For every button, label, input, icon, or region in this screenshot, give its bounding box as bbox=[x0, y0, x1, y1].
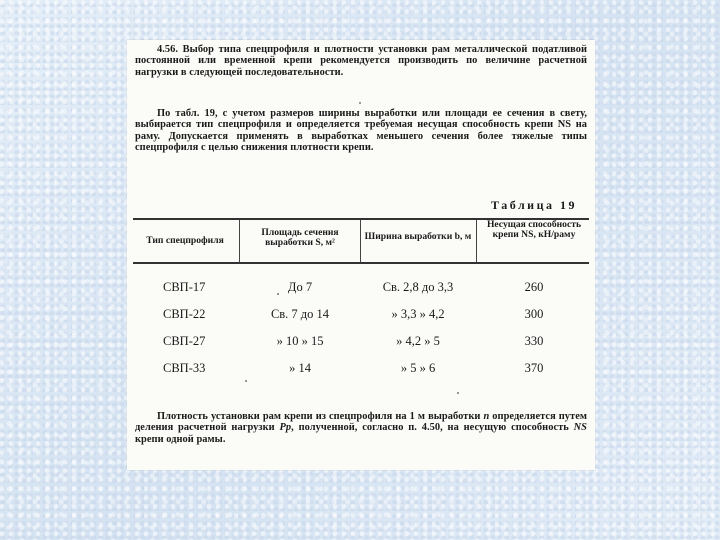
cell-type: СВП-33 bbox=[163, 361, 206, 375]
cell-width: Св. 2,8 до 3,3 bbox=[382, 280, 454, 294]
paragraph-intro bbox=[135, 44, 587, 78]
paragraph-intro-text: Выбор типа спецпрофиля и плотности установки рам металлической податливой постоянной или временной крепи рекомендуется производить по величине расчетной нагрузки в следующей последовательности. bbox=[135, 44, 587, 78]
scan-speck bbox=[277, 293, 279, 295]
paragraph-table-ref: По табл. 19, с учетом размеров ширины выработки или площади ее сечения в свету, выбирается тип спецпрофиля и определяется требуемая несущая способность крепи NS на раму. Допускается применять в выработках меньшего сечения более тяжелые типы спецпрофиля с целью снижения плотности крепи. bbox=[135, 108, 587, 154]
scan-speck bbox=[457, 392, 459, 394]
cell-area: » 14 bbox=[289, 361, 311, 375]
header-width: Ширина выработки b, м bbox=[364, 231, 472, 242]
header-divider bbox=[360, 220, 361, 262]
table-header-rule bbox=[133, 262, 589, 264]
symbol-ns: NS bbox=[573, 422, 587, 434]
table-row bbox=[127, 307, 595, 333]
section-number: 4.56. bbox=[157, 44, 179, 55]
density-text-a: Плотность установки рам крепи из спецпрофиля на 1 м выработки bbox=[157, 411, 484, 422]
scan-speck bbox=[359, 102, 361, 104]
header-capacity: Несущая способность крепи NS, кН/раму bbox=[486, 219, 582, 241]
cell-width: » 4,2 » 5 bbox=[396, 334, 440, 348]
cell-capacity: 300 bbox=[524, 307, 544, 321]
cell-area: Св. 7 до 14 bbox=[270, 307, 330, 321]
paragraph-density bbox=[135, 411, 587, 445]
cell-type: СВП-22 bbox=[163, 307, 206, 321]
cell-width: » 5 » 6 bbox=[400, 361, 436, 375]
density-text-c: , полученной, согласно п. 4.50, на несущую способность bbox=[291, 422, 574, 434]
cell-type: СВП-17 bbox=[163, 280, 206, 294]
density-text-d: крепи одной рамы. bbox=[135, 433, 226, 445]
table-row bbox=[127, 280, 595, 306]
header-type: Тип спецпрофиля bbox=[146, 235, 224, 246]
cell-capacity: 370 bbox=[524, 361, 544, 375]
symbol-n: n bbox=[483, 411, 490, 422]
cell-area: До 7 bbox=[287, 280, 313, 294]
density-text-b: определяется путем деления расчетной нагрузки bbox=[135, 411, 587, 434]
cell-type: СВП-27 bbox=[163, 334, 206, 348]
table-row bbox=[127, 361, 595, 387]
header-divider bbox=[476, 220, 477, 262]
header-area: Площадь сечения выработки S, м² bbox=[261, 227, 339, 249]
cell-capacity: 260 bbox=[524, 280, 544, 294]
cell-width: » 3,3 » 4,2 bbox=[391, 307, 445, 321]
table-row bbox=[127, 334, 595, 360]
table-caption: Таблица 19 bbox=[491, 198, 577, 212]
cell-area: » 10 » 15 bbox=[276, 334, 324, 348]
symbol-pr: Pр bbox=[279, 422, 292, 434]
scan-speck bbox=[245, 380, 247, 382]
scanned-page bbox=[127, 40, 595, 470]
header-divider bbox=[239, 220, 240, 262]
cell-capacity: 330 bbox=[524, 334, 544, 348]
